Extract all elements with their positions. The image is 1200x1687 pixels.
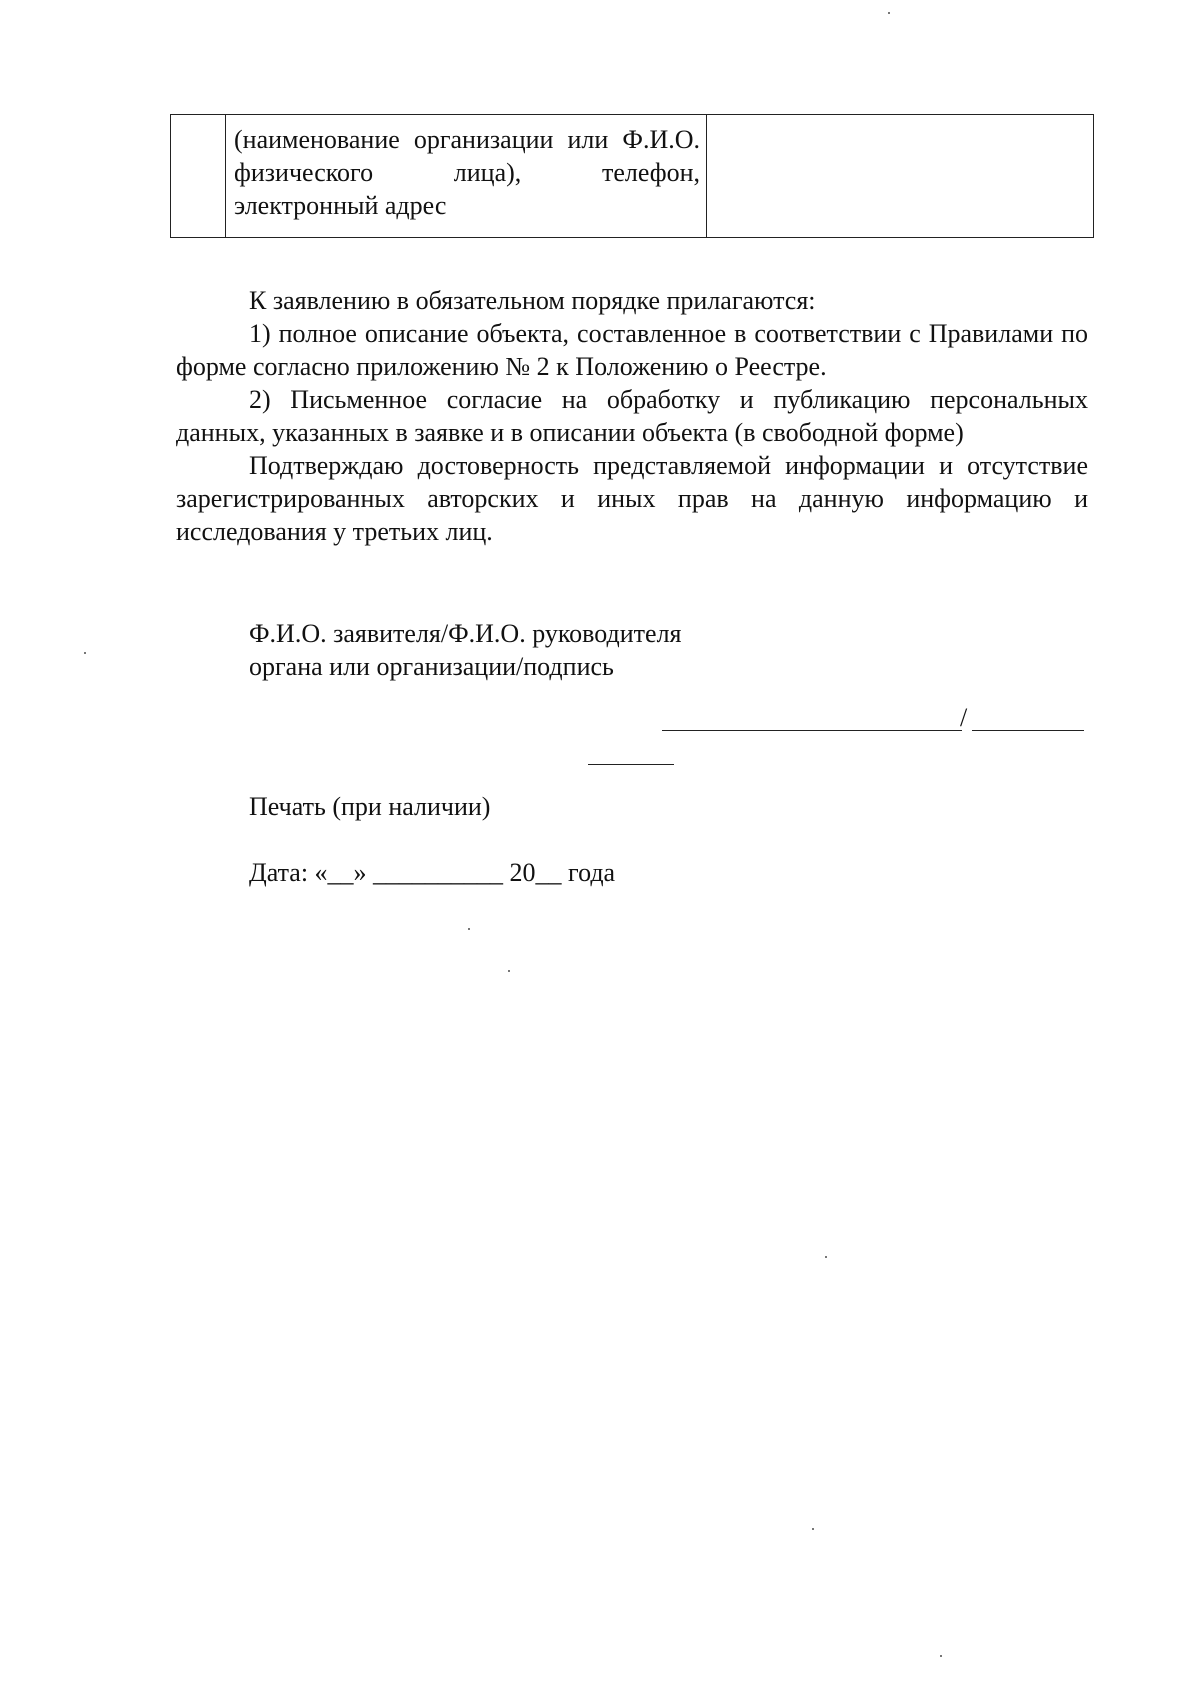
date-year-blank: __: [535, 858, 562, 887]
confirmation-statement: Подтверждаю достоверность представляемой информации и отсутствие зарегистрированных авторских и иных прав на данную информацию и исследования у третьих лиц.: [176, 451, 1088, 546]
scan-speck: [468, 928, 470, 930]
attachment-item-2: 2) Письменное согласие на обработку и публикацию персональных данных, указанных в заявке и в описании объекта (в свободной форме): [176, 385, 1088, 447]
signature-continuation-line: [588, 764, 674, 765]
date-line: [249, 856, 615, 889]
scan-speck: [888, 12, 890, 14]
row-value-text: [707, 115, 1093, 123]
row-value-cell: [707, 115, 1094, 238]
attachments-intro: К заявлению в обязательном порядке прилагаются:: [249, 286, 816, 315]
applicant-info-table: [170, 114, 1094, 238]
signature-name-line: [662, 730, 962, 731]
signature-sign-line: [972, 730, 1084, 731]
signature-separator: /: [960, 703, 968, 732]
scan-speck: [825, 1256, 827, 1258]
date-close-quote: »: [353, 858, 367, 887]
date-year-prefix: 20: [509, 858, 536, 887]
date-day-blank: __: [327, 858, 354, 887]
row-number-cell: [171, 115, 226, 238]
date-label: Дата: «: [249, 858, 328, 887]
row-label-cell: [226, 115, 707, 238]
scan-speck: [84, 652, 86, 654]
scan-speck: [508, 970, 510, 972]
date-month-blank: __________: [373, 858, 504, 887]
stamp-label: Печать (при наличии): [249, 792, 491, 821]
date-suffix: года: [568, 858, 616, 887]
scan-speck: [940, 1655, 942, 1657]
row-label-text: (наименование организации или Ф.И.О. физического лица), телефон, электронный адрес: [234, 125, 700, 220]
scan-speck: [812, 1528, 814, 1530]
attachment-item-1: 1) полное описание объекта, составленное в соответствии с Правилами по форме согласно приложению № 2 к Положению о Реестре.: [176, 319, 1088, 381]
signature-label-line-1: Ф.И.О. заявителя/Ф.И.О. руководителя: [249, 619, 682, 648]
table-row: [171, 115, 1094, 238]
signature-label-line-2: органа или организации/подпись: [249, 652, 614, 681]
